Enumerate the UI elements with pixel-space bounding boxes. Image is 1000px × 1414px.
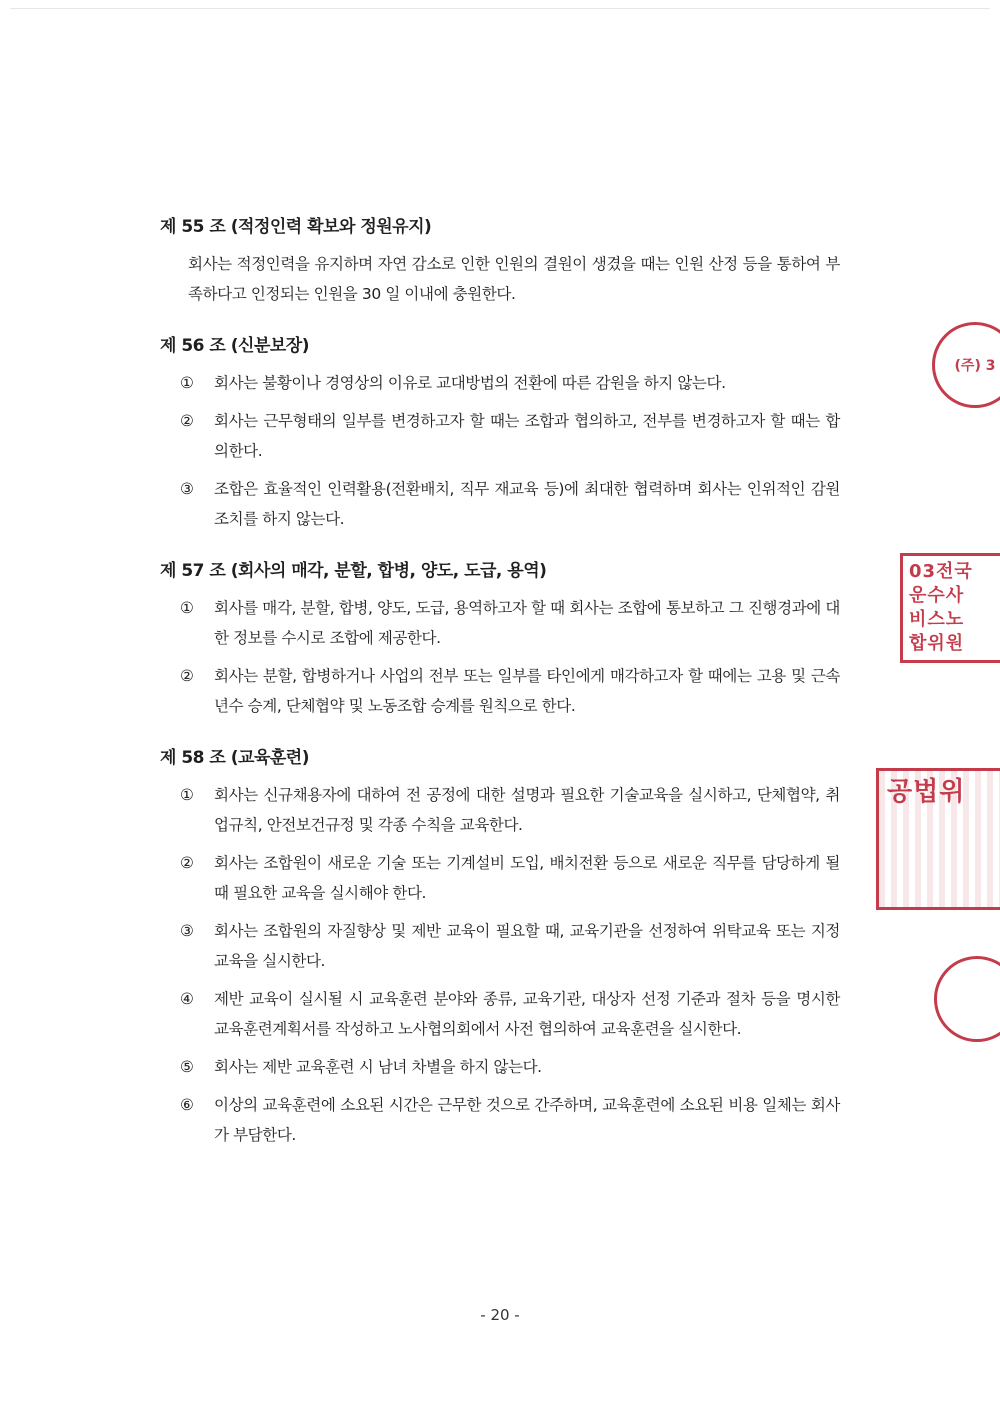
round-seal-bottom xyxy=(934,956,1000,1042)
round-seal-top xyxy=(932,322,1000,408)
top-scan-line xyxy=(10,8,990,9)
clause-number: ① xyxy=(180,374,194,392)
seal-frame xyxy=(876,768,1000,910)
clause-text: 회사는 분할, 합병하거나 사업의 전부 또는 일부를 타인에게 매각하고자 할 때에는 고용 및 근속년수 승계, 단체협약 및 노동조합 승계를 원칙으로 한다. xyxy=(214,667,840,715)
clause xyxy=(180,780,840,840)
article-body: 회사는 적정인력을 유지하며 자연 감소로 인한 인원의 결원이 생겼을 때는 인원 산정 등을 통하여 부족하다고 인정되는 인원을 30 일 이내에 충원한다. xyxy=(188,255,840,303)
clause xyxy=(180,848,840,908)
clause xyxy=(180,1052,840,1082)
clause-number: ② xyxy=(180,854,194,872)
clause-number: ⑤ xyxy=(180,1058,194,1076)
seal-line: 합위원 xyxy=(909,633,965,654)
article-title: 제 57 조 (회사의 매각, 분할, 합병, 양도, 도급, 용역) xyxy=(160,561,547,581)
clause-number: ⑥ xyxy=(180,1096,194,1114)
seal-text: (주) 3 xyxy=(954,358,996,374)
clause xyxy=(180,368,840,398)
document-body xyxy=(160,212,840,1172)
seal-frame xyxy=(900,553,1000,663)
clause-number: ③ xyxy=(180,480,194,498)
clause xyxy=(180,474,840,534)
article-title: 제 56 조 (신분보장) xyxy=(160,336,309,356)
clause-text: 회사는 불황이나 경영상의 이유로 교대방법의 전환에 따른 감원을 하지 않는다. xyxy=(214,374,726,392)
clause xyxy=(180,916,840,976)
clause xyxy=(180,1090,840,1150)
clause-number: ③ xyxy=(180,922,194,940)
clause-number: ② xyxy=(180,412,194,430)
square-seal-company xyxy=(876,768,1000,912)
clause-number: ④ xyxy=(180,990,194,1008)
clause-number: ① xyxy=(180,599,194,617)
seal-text: 공법위 xyxy=(887,777,966,807)
clause-text: 제반 교육이 실시될 시 교육훈련 분야와 종류, 교육기관, 대상자 선정 기준과 절차 등을 명시한 교육훈련계획서를 작성하고 노사협의회에서 사전 협의하여 교육훈련을 실시한다. xyxy=(214,990,840,1038)
clause xyxy=(180,661,840,721)
article-56 xyxy=(160,331,840,534)
clause-number: ① xyxy=(180,786,194,804)
article-title: 제 55 조 (적정인력 확보와 정원유지) xyxy=(160,217,432,237)
clause-text: 회사는 근무형태의 일부를 변경하고자 할 때는 조합과 협의하고, 전부를 변경하고자 할 때는 합의한다. xyxy=(214,412,840,460)
clause-text: 회사는 조합원이 새로운 기술 또는 기계설비 도입, 배치전환 등으로 새로운 직무를 담당하게 될 때 필요한 교육을 실시해야 한다. xyxy=(214,854,840,902)
article-title: 제 58 조 (교육훈련) xyxy=(160,748,309,768)
seal-line: 03전국 xyxy=(909,561,973,582)
seal-line: 비스노 xyxy=(909,609,965,630)
clause-text: 회사는 제반 교육훈련 시 남녀 차별을 하지 않는다. xyxy=(214,1058,542,1076)
clause-text: 조합은 효율적인 인력활용(전환배치, 직무 재교육 등)에 최대한 협력하며 회사는 인위적인 감원 조치를 하지 않는다. xyxy=(214,480,840,528)
clause-text: 회사는 조합원의 자질향상 및 제반 교육이 필요할 때, 교육기관을 선정하여 위탁교육 또는 지정교육을 실시한다. xyxy=(214,922,840,970)
clause-text: 회사는 신규채용자에 대하여 전 공정에 대한 설명과 필요한 기술교육을 실시하고, 단체협약, 취업규칙, 안전보건규정 및 각종 수칙을 교육한다. xyxy=(214,786,840,834)
article-55 xyxy=(160,212,840,309)
clause-text: 이상의 교육훈련에 소요된 시간은 근무한 것으로 간주하며, 교육훈련에 소요된 비용 일체는 회사가 부담한다. xyxy=(214,1096,840,1144)
clause-text: 회사를 매각, 분할, 합병, 양도, 도급, 용역하고자 할 때 회사는 조합에 통보하고 그 진행경과에 대한 정보를 수시로 조합에 제공한다. xyxy=(214,599,840,647)
article-58 xyxy=(160,743,840,1150)
seal-line: 운수사 xyxy=(909,585,965,606)
page-number: - 20 - xyxy=(480,1306,520,1324)
clause xyxy=(180,984,840,1044)
square-seal-union xyxy=(900,553,1000,679)
clause xyxy=(180,406,840,466)
clause xyxy=(180,593,840,653)
clause-number: ② xyxy=(180,667,194,685)
article-57 xyxy=(160,556,840,721)
